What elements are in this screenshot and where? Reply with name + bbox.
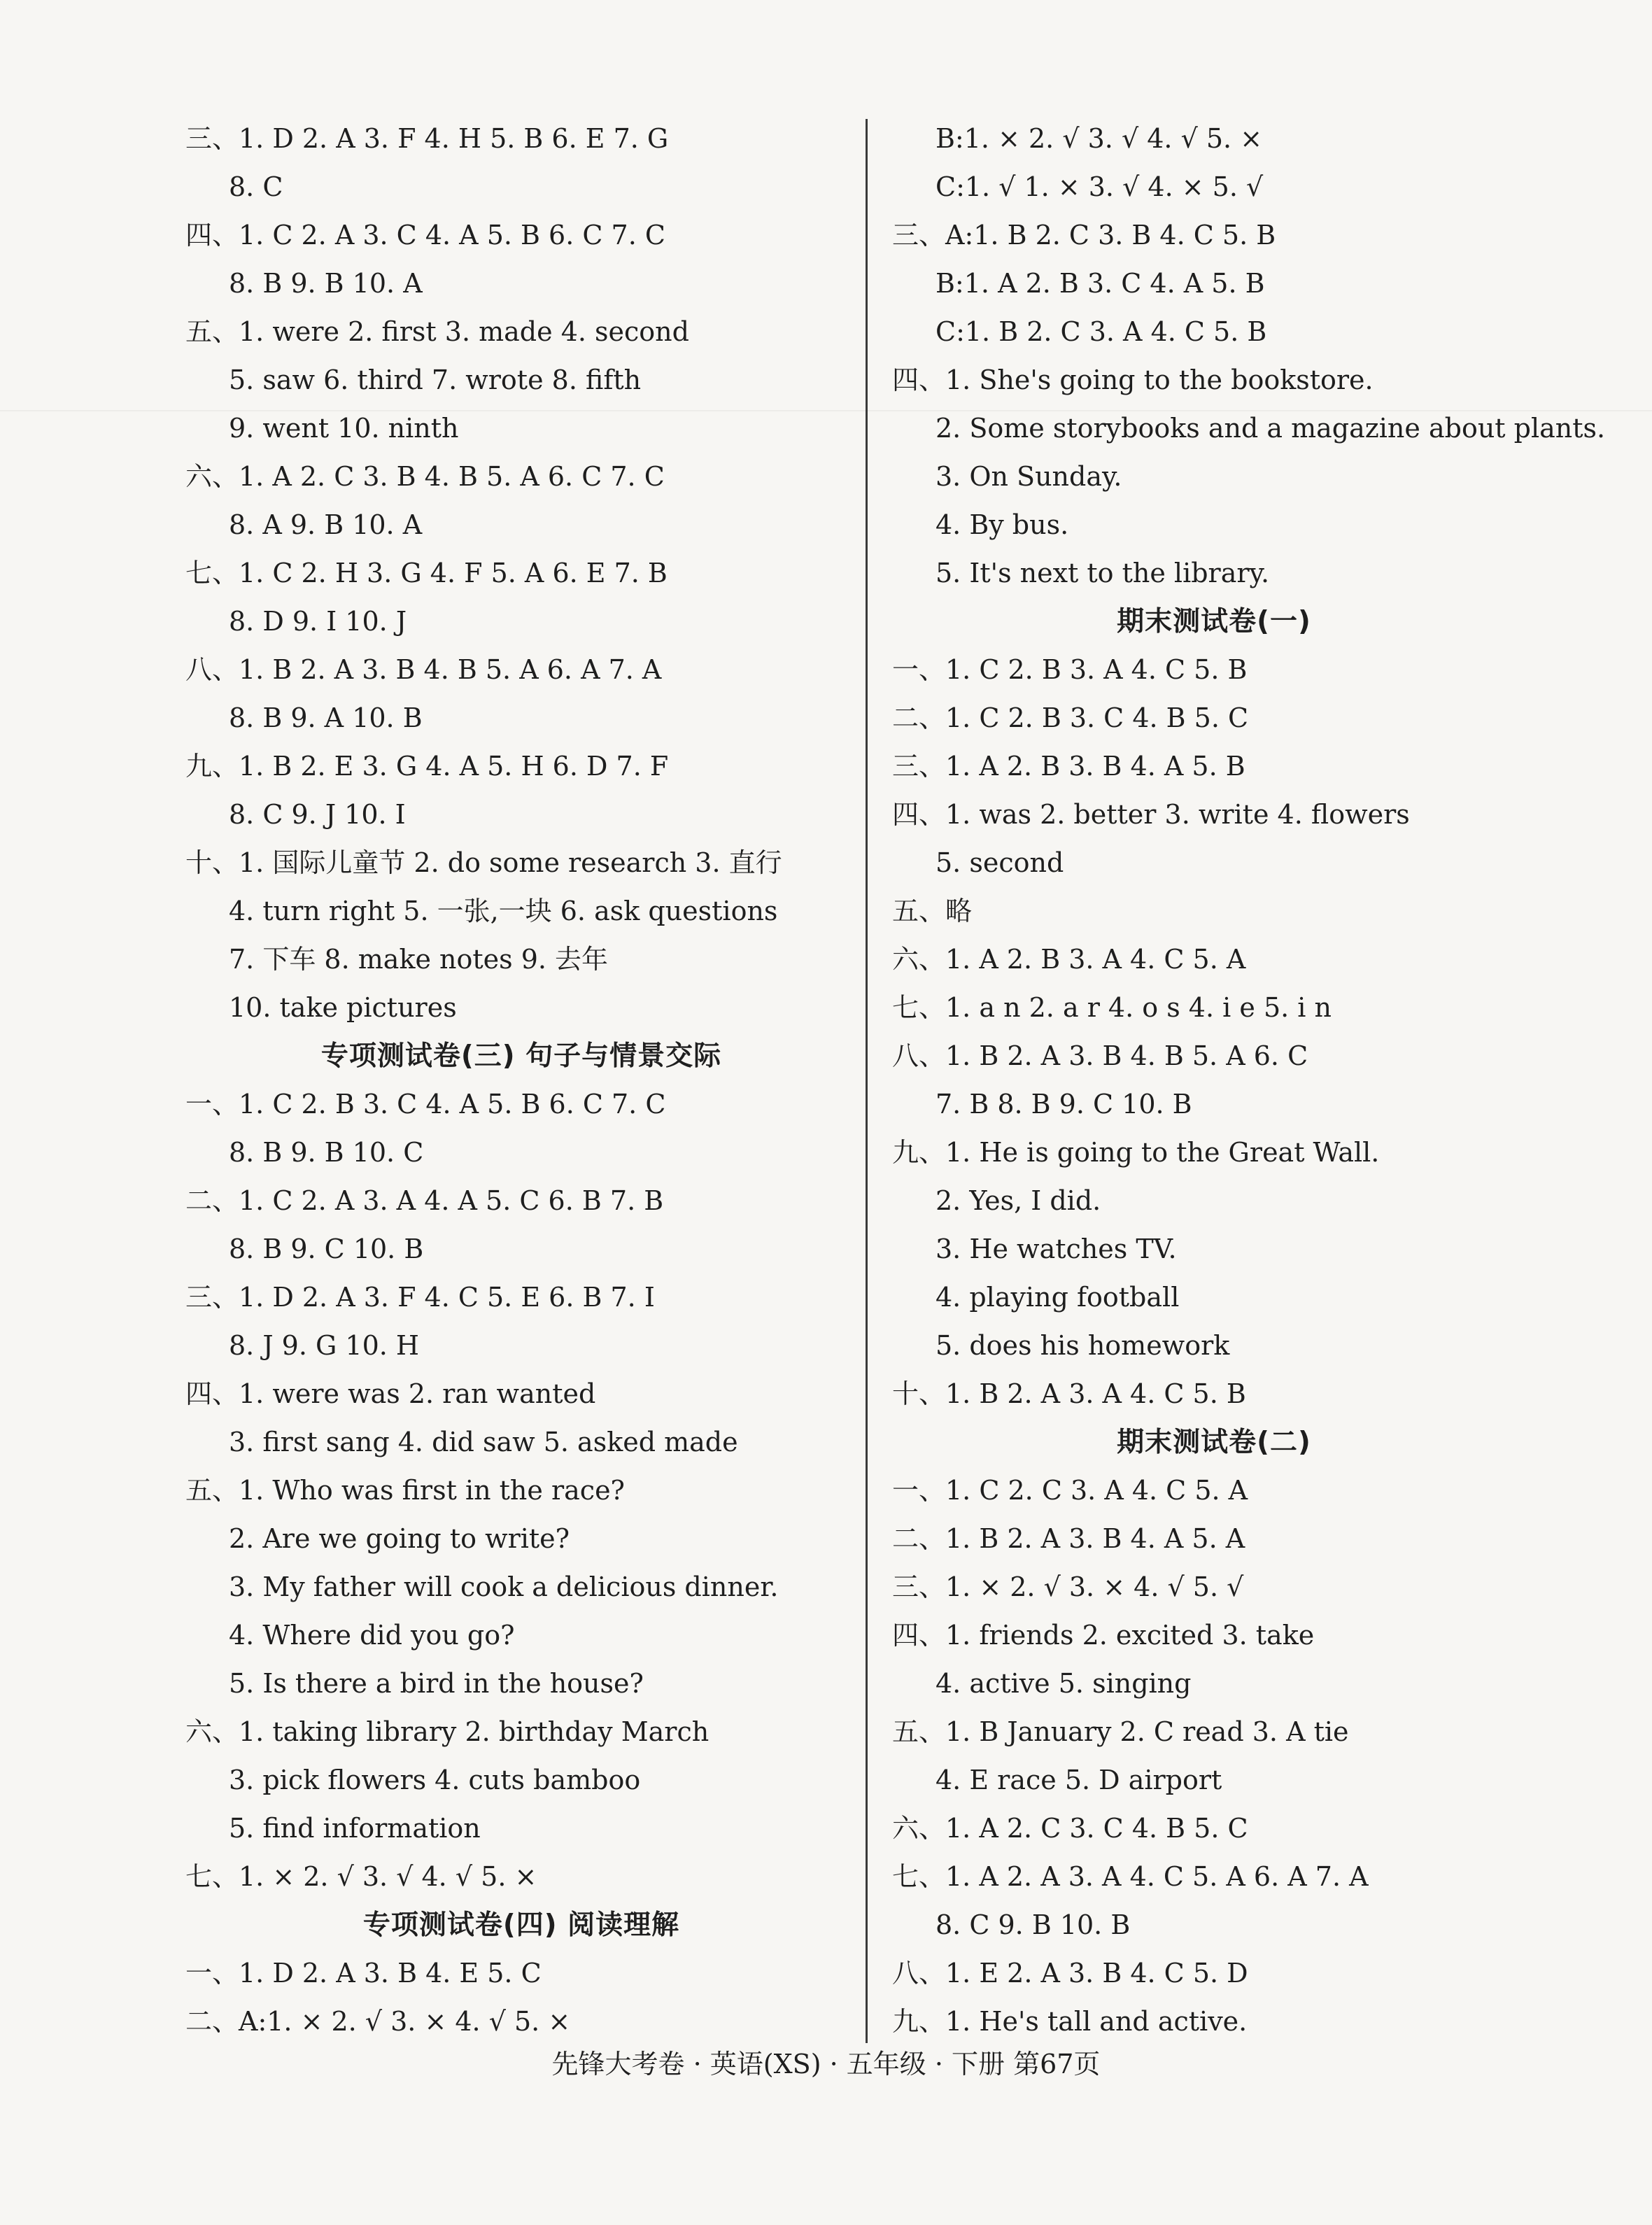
answer-line: 三、1. D 2. A 3. F 4. H 5. B 6. E 7. G	[185, 123, 669, 154]
answer-line: 一、1. C 2. B 3. C 4. A 5. B 6. C 7. C	[185, 1089, 666, 1119]
answer-line: 七、1. C 2. H 3. G 4. F 5. A 6. E 7. B	[185, 558, 668, 588]
answer-line: 一、1. D 2. A 3. B 4. E 5. C	[185, 1958, 542, 1989]
answer-line: 4. By bus.	[936, 509, 1069, 540]
answer-line: 九、1. He is going to the Great Wall.	[892, 1137, 1380, 1168]
section-heading: 期末测试卷(一)	[1117, 606, 1311, 637]
answer-line: 3. My father will cook a delicious dinner.	[229, 1571, 779, 1602]
right-answer-column	[892, 115, 1606, 2046]
answer-line: 3. pick flowers 4. cuts bamboo	[229, 1765, 641, 1795]
answer-line: 七、1. × 2. √ 3. √ 4. √ 5. ×	[185, 1861, 537, 1892]
answer-line: 二、1. C 2. A 3. A 4. A 5. C 6. B 7. B	[185, 1185, 664, 1216]
answer-line: 四、1. friends 2. excited 3. take	[892, 1620, 1315, 1651]
answer-line: 3. He watches TV.	[936, 1234, 1177, 1264]
answer-line: 四、1. were was 2. ran wanted	[185, 1378, 596, 1409]
answer-line: 二、A:1. × 2. √ 3. × 4. √ 5. ×	[185, 2006, 571, 2037]
answer-line: 4. playing football	[936, 1282, 1180, 1313]
answer-line: 4. active 5. singing	[936, 1668, 1192, 1699]
answer-line: 五、1. were 2. first 3. made 4. second	[185, 316, 689, 347]
answer-line: 四、1. was 2. better 3. write 4. flowers	[892, 799, 1410, 830]
answer-line: 三、1. × 2. √ 3. × 4. √ 5. √	[892, 1571, 1244, 1602]
answer-line: 2. Are we going to write?	[229, 1523, 570, 1554]
answer-line: 5. It's next to the library.	[936, 558, 1270, 588]
answer-line: 8. B 9. B 10. A	[229, 268, 423, 299]
answer-line: C:1. B 2. C 3. A 4. C 5. B	[936, 316, 1267, 347]
answer-line: 7. 下车 8. make notes 9. 去年	[229, 944, 609, 975]
answer-line: 四、1. C 2. A 3. C 4. A 5. B 6. C 7. C	[185, 220, 665, 250]
left-answer-column	[185, 115, 857, 2046]
page-footer: 先锋大考卷 · 英语(XS) · 五年级 · 下册 第67页	[551, 2049, 1101, 2079]
answer-line: C:1. √ 1. × 3. √ 4. × 5. √	[936, 171, 1264, 202]
answer-line: 8. B 9. A 10. B	[229, 702, 423, 733]
answer-line: 5. find information	[229, 1813, 481, 1844]
answer-line: 八、1. B 2. A 3. B 4. B 5. A 6. A 7. A	[185, 654, 662, 685]
column-divider	[866, 119, 868, 2043]
answer-line: 9. went 10. ninth	[229, 413, 459, 444]
answer-line: 8. C 9. J 10. I	[229, 799, 406, 830]
answer-line: 8. C 9. B 10. B	[936, 1909, 1131, 1940]
answer-line: 7. B 8. B 9. C 10. B	[936, 1089, 1192, 1119]
answer-line: 8. C	[229, 171, 283, 202]
answer-line: 8. A 9. B 10. A	[229, 509, 423, 540]
answer-line: 六、1. A 2. C 3. C 4. B 5. C	[892, 1813, 1248, 1844]
answer-line: 5. saw 6. third 7. wrote 8. fifth	[229, 365, 642, 395]
answer-line: 六、1. A 2. C 3. B 4. B 5. A 6. C 7. C	[185, 461, 665, 492]
section-heading: 专项测试卷(四) 阅读理解	[362, 1909, 680, 1941]
answer-line: 3. first sang 4. did saw 5. asked made	[229, 1427, 738, 1457]
answer-line: 3. On Sunday.	[936, 461, 1122, 492]
answer-line: 4. turn right 5. 一张,一块 6. ask questions	[229, 896, 778, 926]
answer-line: 十、1. 国际儿童节 2. do some research 3. 直行	[185, 847, 782, 878]
answer-line: 九、1. B 2. E 3. G 4. A 5. H 6. D 7. F	[185, 751, 669, 782]
answer-line: 三、1. A 2. B 3. B 4. A 5. B	[892, 751, 1245, 782]
answer-line: 一、1. C 2. B 3. A 4. C 5. B	[892, 654, 1248, 685]
answer-line: 8. B 9. C 10. B	[229, 1234, 424, 1264]
answer-line: 二、1. B 2. A 3. B 4. A 5. A	[892, 1523, 1245, 1554]
answer-line: 五、1. B January 2. C read 3. A tie	[892, 1716, 1349, 1747]
answer-line: 七、1. A 2. A 3. A 4. C 5. A 6. A 7. A	[892, 1861, 1369, 1892]
answer-line: 8. B 9. B 10. C	[229, 1137, 424, 1168]
section-heading: 期末测试卷(二)	[1117, 1427, 1311, 1458]
answer-line: 10. take pictures	[229, 992, 457, 1023]
answer-line: 5. Is there a bird in the house?	[229, 1668, 644, 1699]
answer-line: 七、1. a n 2. a r 4. o s 4. i e 5. i n	[892, 992, 1332, 1023]
answer-line: 5. second	[936, 847, 1064, 878]
answer-line: 一、1. C 2. C 3. A 4. C 5. A	[892, 1475, 1248, 1506]
section-heading: 专项测试卷(三) 句子与情景交际	[320, 1040, 722, 1072]
answer-line: 十、1. B 2. A 3. A 4. C 5. B	[892, 1378, 1246, 1409]
answer-line: 4. Where did you go?	[229, 1620, 515, 1651]
answer-line: 五、1. Who was first in the race?	[185, 1475, 625, 1506]
answer-line: 8. D 9. I 10. J	[229, 606, 407, 637]
answer-line: 三、A:1. B 2. C 3. B 4. C 5. B	[892, 220, 1276, 250]
answer-line: B:1. A 2. B 3. C 4. A 5. B	[936, 268, 1265, 299]
answer-line: 八、1. B 2. A 3. B 4. B 5. A 6. C	[892, 1040, 1308, 1071]
answer-line: 5. does his homework	[936, 1330, 1230, 1361]
answer-line: 六、1. taking library 2. birthday March	[185, 1716, 709, 1747]
answer-line: 五、略	[892, 896, 973, 926]
answer-line: 二、1. C 2. B 3. C 4. B 5. C	[892, 702, 1249, 733]
answer-line: 九、1. He's tall and active.	[892, 2006, 1248, 2037]
answer-line: 八、1. E 2. A 3. B 4. C 5. D	[892, 1958, 1248, 1989]
answer-line: B:1. × 2. √ 3. √ 4. √ 5. ×	[936, 123, 1263, 154]
answer-line: 2. Some storybooks and a magazine about plants.	[936, 413, 1606, 444]
answer-line: 四、1. She's going to the bookstore.	[892, 365, 1374, 395]
answer-line: 六、1. A 2. B 3. A 4. C 5. A	[892, 944, 1246, 975]
answer-line: 8. J 9. G 10. H	[229, 1330, 420, 1361]
answer-line: 三、1. D 2. A 3. F 4. C 5. E 6. B 7. I	[185, 1282, 655, 1313]
answer-line: 4. E race 5. D airport	[936, 1765, 1222, 1795]
answer-line: 2. Yes, I did.	[936, 1185, 1101, 1216]
